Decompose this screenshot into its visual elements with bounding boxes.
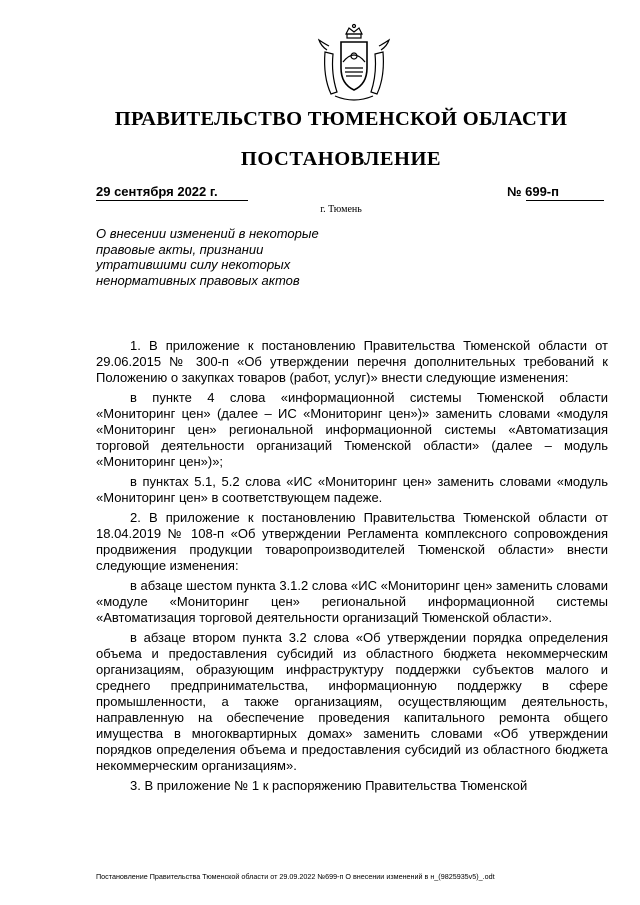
organization-title: ПРАВИТЕЛЬСТВО ТЮМЕНСКОЙ ОБЛАСТИ (114, 108, 568, 130)
paragraph: в пункте 4 слова «информационной системы Тюменской области «Мониторинг цен» (далее – ИС «Мониторинг цен»)» заменить словами «модуля «Мониторинг цен» региональной информационной системы «Автоматизация торговой деятельности организаций Тюменской области» (далее – модуль «Мониторинг цен»)»; (96, 390, 608, 469)
document-number: № 699-п (507, 184, 559, 199)
paragraph: 1. В приложение к постановлению Правительства Тюменской области от 29.06.2015 № 300-п «Об утверждении перечня дополнительных требований к Положению о закупках товаров (работ, услуг)» внести следующие изменения: (96, 338, 608, 385)
paragraph: в абзаце шестом пункта 3.1.2 слова «ИС «Мониторинг цен» заменить словами «модуле «Мониторинг цен» региональной информационной системы «Автоматизация торговой деятельности организаций Тюменской области». (96, 578, 608, 625)
number-underline (526, 200, 604, 201)
paragraph: 3. В приложение № 1 к распоряжению Правительства Тюменской (130, 778, 528, 793)
page-footer: Постановление Правительства Тюменской области от 29.09.2022 №699-п О внесении изменений в н_(9825935v5)_.odt (96, 872, 495, 881)
paragraph: в пунктах 5.1, 5.2 слова «ИС «Мониторинг цен» заменить словами «модуль «Мониторинг цен» в соответствующем падеже. (96, 474, 608, 505)
coat-of-arms-icon (313, 22, 395, 104)
document-date: 29 сентября 2022 г. (96, 184, 248, 201)
document-body (96, 338, 608, 798)
document-city: г. Тюмень (320, 204, 362, 215)
document-type: ПОСТАНОВЛЕНИЕ (240, 148, 442, 170)
paragraph: в абзаце втором пункта 3.2 слова «Об утверждении порядка определения объема и предоставления субсидий из областного бюджета некоммерческим организациям, образующим инфраструктуру поддержки субъектов малого и среднего предпринимательства, информационную поддержку в сфере промышленности, а также организациям, осуществляющим деятельность, направленную на обеспечение проведения капитального ремонта общего имущества в многоквартирных домах» заменить словами «Об утверждении порядков определения объема и предоставления субсидий из областного бюджета некоммерческим организациям». (96, 630, 608, 773)
document-subject: О внесении изменений в некоторые правовые акты, признании утратившими силу некоторых ненормативных правовых актов (96, 226, 319, 288)
paragraph: 2. В приложение к постановлению Правительства Тюменской области от 18.04.2019 № 108-п «Об утверждении Регламента комплексного сопровождения продвижения продукции товаропроизводителей Тюменской области» внести следующие изменения: (96, 510, 608, 573)
